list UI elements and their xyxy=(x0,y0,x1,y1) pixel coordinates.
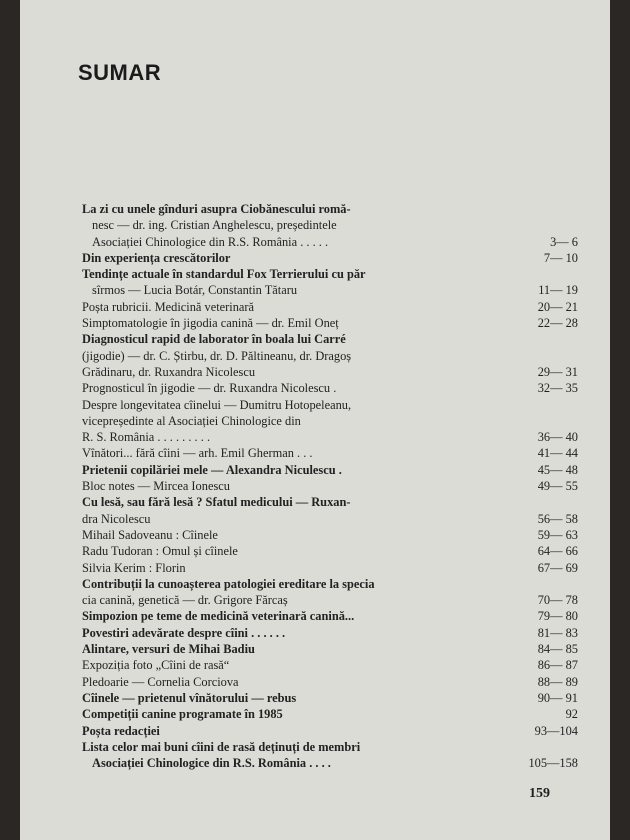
toc-line xyxy=(82,543,578,559)
toc-line xyxy=(82,234,578,250)
toc-entry-page: 36— 40 xyxy=(537,430,578,445)
toc-line xyxy=(82,201,578,217)
toc-entry-page: 59— 63 xyxy=(537,527,578,542)
toc-entry-page: 93—104 xyxy=(534,723,578,738)
toc-line xyxy=(82,723,578,739)
toc-entry-text: Despre longevitatea cîinelui — Dumitru Hotopeleanu, xyxy=(82,397,352,412)
toc-line xyxy=(82,706,578,722)
toc-entry-text: Cîinele — prietenul vînătorului — rebus xyxy=(82,690,297,705)
toc-entry-text: R. S. România . . . . . . . . . xyxy=(82,430,211,445)
toc-entry-text: Asociației Chinologice din R.S. România . . . . xyxy=(92,756,331,771)
page-title: SUMAR xyxy=(78,60,162,85)
toc-line xyxy=(82,380,578,396)
toc-line xyxy=(82,674,578,690)
toc-entry-page: 56— 58 xyxy=(537,511,578,526)
toc-entry-page: 86— 87 xyxy=(537,658,578,673)
table-of-contents xyxy=(82,201,578,771)
toc-entry-page: 7— 10 xyxy=(543,250,578,265)
toc-entry-text: Vînători... fără cîini — arh. Emil Gherman . . . xyxy=(82,446,313,461)
toc-line xyxy=(82,511,578,527)
toc-entry-text: Asociației Chinologice din R.S. România . . . . . xyxy=(92,234,329,249)
toc-entry-text: Grădinaru, dr. Ruxandra Nicolescu xyxy=(82,364,256,379)
toc-entry-page: 79— 80 xyxy=(537,609,578,624)
toc-line xyxy=(82,429,578,445)
toc-line xyxy=(82,266,578,282)
toc-line xyxy=(82,690,578,706)
toc-entry-text: Cu lesă, sau fără lesă ? Sfatul medicului — Ruxan- xyxy=(82,495,351,510)
toc-entry-page: 20— 21 xyxy=(537,299,578,314)
toc-entry-page: 41— 44 xyxy=(537,446,578,461)
toc-line xyxy=(82,331,578,347)
toc-line xyxy=(82,299,578,315)
toc-entry-page: 3— 6 xyxy=(550,234,578,249)
toc-entry-text: Alintare, versuri de Mihai Badiu xyxy=(82,642,255,657)
toc-entry-page: 105—158 xyxy=(528,756,578,771)
toc-line xyxy=(82,592,578,608)
toc-entry-page: 92 xyxy=(565,707,578,722)
toc-entry-text: nesc — dr. ing. Cristian Anghelescu, președintele xyxy=(92,218,337,233)
toc-line xyxy=(82,413,578,429)
toc-line xyxy=(82,348,578,364)
toc-entry-page: 64— 66 xyxy=(537,544,578,559)
toc-entry-text: Competiții canine programate în 1985 xyxy=(82,707,283,722)
toc-line xyxy=(82,462,578,478)
toc-line xyxy=(82,397,578,413)
toc-line xyxy=(82,641,578,657)
toc-entry-text: cia canină, genetică — dr. Grigore Fărcaș xyxy=(82,593,288,608)
toc-entry-page: 11— 19 xyxy=(538,283,578,298)
toc-entry-text: vicepreședinte al Asociației Chinologice din xyxy=(82,413,301,428)
toc-line xyxy=(82,608,578,624)
toc-entry-text: Mihail Sadoveanu : Cîinele xyxy=(82,527,218,542)
toc-line xyxy=(82,217,578,233)
toc-entry-text: Prietenii copilăriei mele — Alexandra Niculescu . xyxy=(82,462,342,477)
toc-entry-page: 45— 48 xyxy=(537,462,578,477)
toc-entry-page: 49— 55 xyxy=(537,479,578,494)
toc-line xyxy=(82,282,578,298)
toc-line xyxy=(82,478,578,494)
toc-line xyxy=(82,576,578,592)
toc-line xyxy=(82,755,578,771)
toc-entry-text: dra Nicolescu xyxy=(82,511,151,526)
toc-entry-page: 88— 89 xyxy=(537,674,578,689)
toc-entry-page: 32— 35 xyxy=(537,381,578,396)
toc-entry-text: Povestiri adevărate despre cîini . . . . . . xyxy=(82,625,286,640)
toc-entry-text: Diagnosticul rapid de laborator în boala lui Carré xyxy=(82,332,346,347)
toc-line xyxy=(82,364,578,380)
toc-entry-text: Expoziția foto „Cîini de rasă“ xyxy=(82,658,230,673)
toc-line xyxy=(82,250,578,266)
toc-entry-text: Tendințe actuale în standardul Fox Terrierului cu păr xyxy=(82,267,366,282)
toc-entry-text: Poșta redacției xyxy=(82,723,160,738)
toc-entry-page: 90— 91 xyxy=(537,690,578,705)
toc-entry-text: Pledoarie — Cornelia Corciova xyxy=(82,674,239,689)
toc-entry-page: 84— 85 xyxy=(537,642,578,657)
toc-line xyxy=(82,560,578,576)
toc-entry-page: 29— 31 xyxy=(537,364,578,379)
toc-entry-text: Din experiența crescătorilor xyxy=(82,250,231,265)
toc-entry-text: La zi cu unele gînduri asupra Ciobănescului romă- xyxy=(82,202,351,216)
toc-entry-text: sîrmos — Lucia Botár, Constantin Tătaru xyxy=(92,283,298,298)
toc-entry-text: Silvia Kerim : Florin xyxy=(82,560,186,575)
toc-entry-text: Simptomatologie în jigodia canină — dr. Emil Oneț xyxy=(82,316,339,331)
toc-entry-text: Poșta rubricii. Medicină veterinară xyxy=(82,299,255,314)
toc-entry-page: 81— 83 xyxy=(537,625,578,640)
toc-entry-text: (jigodie) — dr. C. Știrbu, dr. D. Păltineanu, dr. Dragoș xyxy=(82,348,352,363)
toc-entry-page: 70— 78 xyxy=(537,593,578,608)
toc-entry-text: Prognosticul în jigodie — dr. Ruxandra Nicolescu . xyxy=(82,381,337,396)
toc-entry-text: Lista celor mai buni cîini de rasă deținuți de membri xyxy=(82,739,361,754)
toc-line xyxy=(82,739,578,755)
toc-line xyxy=(82,315,578,331)
page-number: 159 xyxy=(529,786,550,801)
toc-line xyxy=(82,657,578,673)
toc-entry-text: Radu Tudoran : Omul și cîinele xyxy=(82,544,238,559)
toc-line xyxy=(82,527,578,543)
toc-line xyxy=(82,625,578,641)
toc-entry-text: Simpozion pe teme de medicină veterinară canină... xyxy=(82,609,355,624)
toc-entry-page: 22— 28 xyxy=(537,316,578,331)
toc-entry-text: Contribuții la cunoașterea patologiei ereditare la specia xyxy=(82,576,375,591)
toc-entry-page: 67— 69 xyxy=(537,560,578,575)
toc-line xyxy=(82,445,578,461)
book-page xyxy=(20,0,610,840)
toc-line xyxy=(82,494,578,510)
toc-entry-text: Bloc notes — Mircea Ionescu xyxy=(82,479,230,494)
